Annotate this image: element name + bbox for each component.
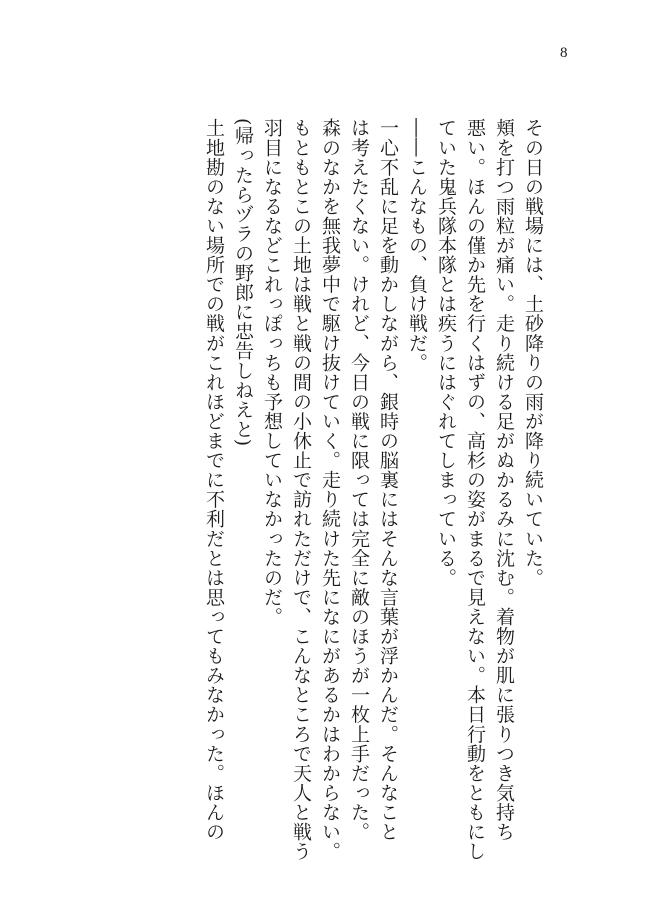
text-line: ――こんなもの、負け戦だ。 bbox=[406, 118, 428, 373]
text-line: は考えたくない。けれど、今日の戦に限っては完全に敵のほうが一枚上手だった。 bbox=[348, 118, 370, 842]
text-line: 羽目になるなどこれっぽっちも予想していなかったのだ。 bbox=[261, 118, 283, 627]
text-line: 土地勘のない場所での戦がこれほどまでに不利だとは思ってもみなかった。ほんの bbox=[203, 118, 225, 842]
text-line: もともとこの土地は戦と戦の間の小休止で訪れただけで、こんなところで天人と戦う bbox=[290, 118, 312, 861]
text-line: 頬を打つ雨粒が痛い。走り続ける足がぬかるみに沈む。着物が肌に張りつき気持ち bbox=[493, 118, 515, 842]
text-line: その日の戦場には、土砂降りの雨が降り続いていた。 bbox=[522, 118, 544, 588]
vertical-text-body bbox=[199, 118, 547, 861]
text-line: 森のなかを無我夢中で駆け抜けていく。走り続けた先になにがあるかはわからない。 bbox=[319, 118, 341, 861]
text-line: (帰ったらヅラの野郎に忠告しねえと) bbox=[232, 118, 254, 447]
text-line: ていた鬼兵隊本隊とは疾うにはぐれてしまっている。 bbox=[435, 118, 457, 588]
text-line: 悪い。ほんの僅か先を行くはずの、高杉の姿がまるで見えない。本日行動をともにし bbox=[464, 118, 486, 861]
text-line: 一心不乱に足を動かしながら、銀時の脳裏にはそんな言葉が浮かんだ。そんなこと bbox=[377, 118, 399, 842]
page-number: 8 bbox=[560, 45, 568, 61]
